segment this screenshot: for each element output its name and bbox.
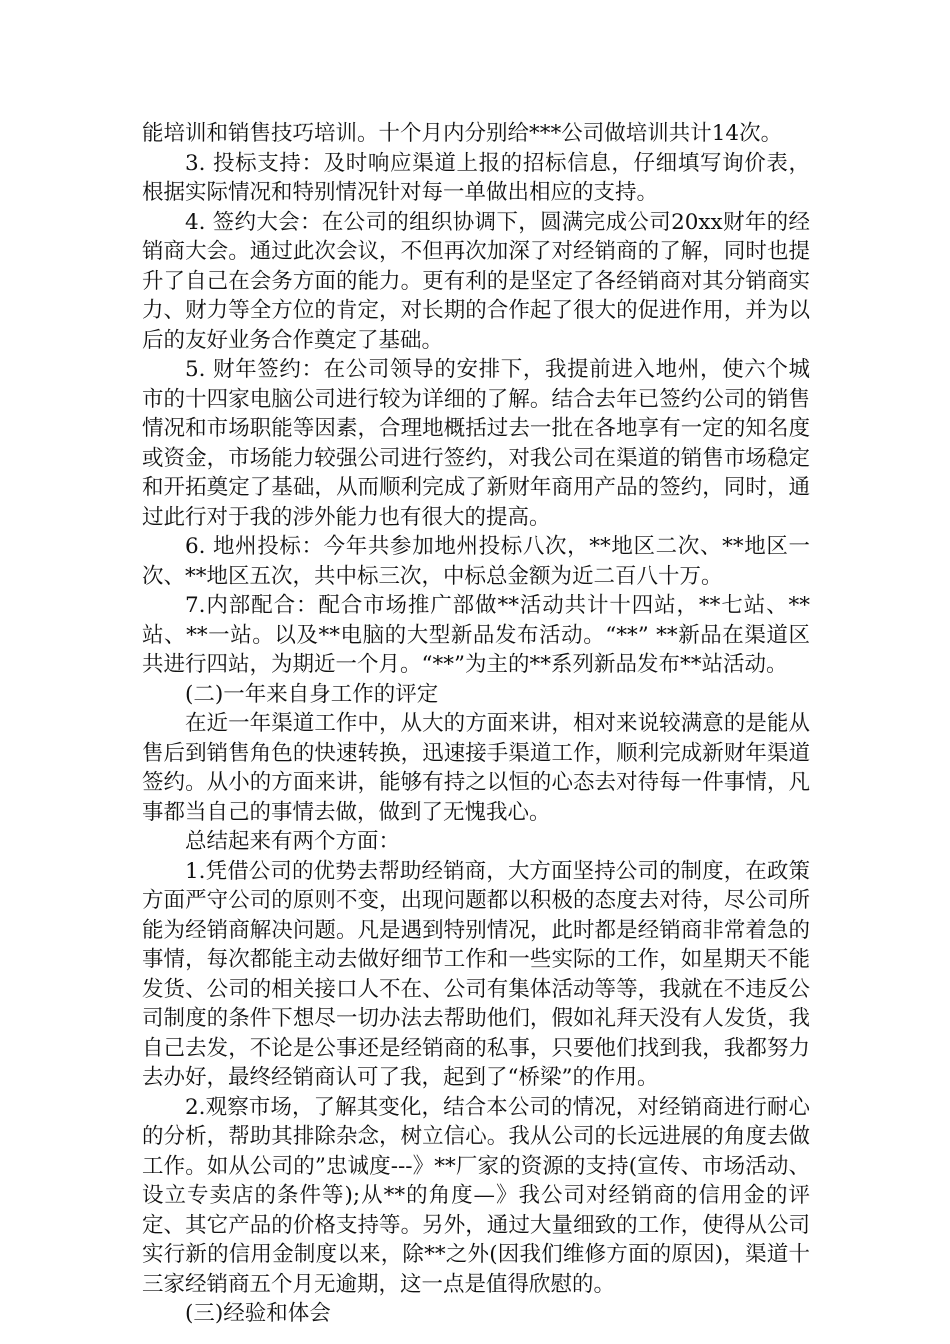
paragraph-point-two: 2.观察市场，了解其变化，结合本公司的情况，对经销商进行耐心的分析，帮助其排除杂念，树立信心。我从公司的长远进展的角度去做工作。如从公司的”忠诚度---》**厂家的资源的支持(宣传、市场活动、设立专卖店的条件等);从**的角度—》我公司对经销商的信用金的评定、其它产品的价格支持等。另外，通过大量细致的工作，使得从公司实行新的信用金制度以来，除**之外(因我们维修方面的原因)，渠道十三家经销商五个月无逾期，这一点是值得欣慰的。 (142, 1094, 810, 1297)
paragraph-summary-intro: 总结起来有两个方面： (185, 829, 401, 854)
section-heading-self-evaluation: (二)一年来自身工作的评定 (185, 681, 439, 707)
paragraph-fiscal-signing: 5. 财年签约：在公司领导的安排下，我提前进入地州，使六个城市的十四家电脑公司进行较为详细的了解。结合去年已签约公司的销售情况和市场职能等因素，合理地概括过去一批在各地享有一定的知名度或资金，市场能力较强公司进行签约，对我公司在渠道的销售市场稳定和开拓奠定了基础，从而顺利完成了新财年商用产品的签约，同时，通过此行对于我的涉外能力也有很大的提高。 (142, 357, 810, 530)
paragraph-internal-cooperation: 7.内部配合：配合市场推广部做**活动共计十四站，**七站、**站、**一站。以及**电脑的大型新品发布活动。“**” **新品在渠道区共进行四站，为期近一个月。“**”为主的**系列新品发布**站活动。 (142, 593, 810, 677)
paragraph-self-evaluation: 在近一年渠道工作中，从大的方面来讲，相对来说较满意的是能从售后到销售角色的快速转换，迅速接手渠道工作，顺利完成新财年渠道签约。从小的方面来讲，能够有持之以恒的心态去对待每一件事情，凡事都当自己的事情去做，做到了无愧我心。 (142, 711, 810, 825)
paragraph-signing-conference: 4. 签约大会：在公司的组织协调下，圆满完成公司20xx财年的经销商大会。通过此次会议，不但再次加深了对经销商的了解，同时也提升了自己在会务方面的能力。更有利的是坚定了各经销商对其分销商实力、财力等全方位的肯定，对长期的合作起了很大的促进作用，并为以后的友好业务合作奠定了基础。 (142, 209, 810, 353)
paragraph-point-one: 1.凭借公司的优势去帮助经销商，大方面坚持公司的制度，在政策方面严守公司的原则不变，出现问题都以积极的态度去对待，尽公司所能为经销商解决问题。凡是遇到特别情况，此时都是经销商非常着急的事情，每次都能主动去做好细节工作和一些实际的工作，如星期天不能发货、公司的相关接口人不在、公司有集体活动等等，我就在不违反公司制度的条件下想尽一切办法去帮助他们，假如礼拜天没有人发货，我自己去发，不论是公事还是经销商的私事，只要他们找到我，我都努力去办好，最终经销商认可了我，起到了“桥梁”的作用。 (142, 858, 810, 1090)
paragraph-bidding-support: 3. 投标支持：及时响应渠道上报的招标信息，仔细填写询价表，根据实际情况和特别情况针对每一单做出相应的支持。 (142, 150, 810, 205)
paragraph-regional-bidding: 6. 地州投标：今年共参加地州投标八次，**地区二次、**地区一次、**地区五次，共中标三次，中标总金额为近二百八十万。 (142, 534, 810, 589)
section-heading-experience: (三)经验和体会 (185, 1301, 331, 1326)
paragraph-training-count: 能培训和销售技巧培训。十个月内分别给***公司做培训共计14次。 (142, 121, 783, 146)
document-body (142, 119, 810, 1329)
